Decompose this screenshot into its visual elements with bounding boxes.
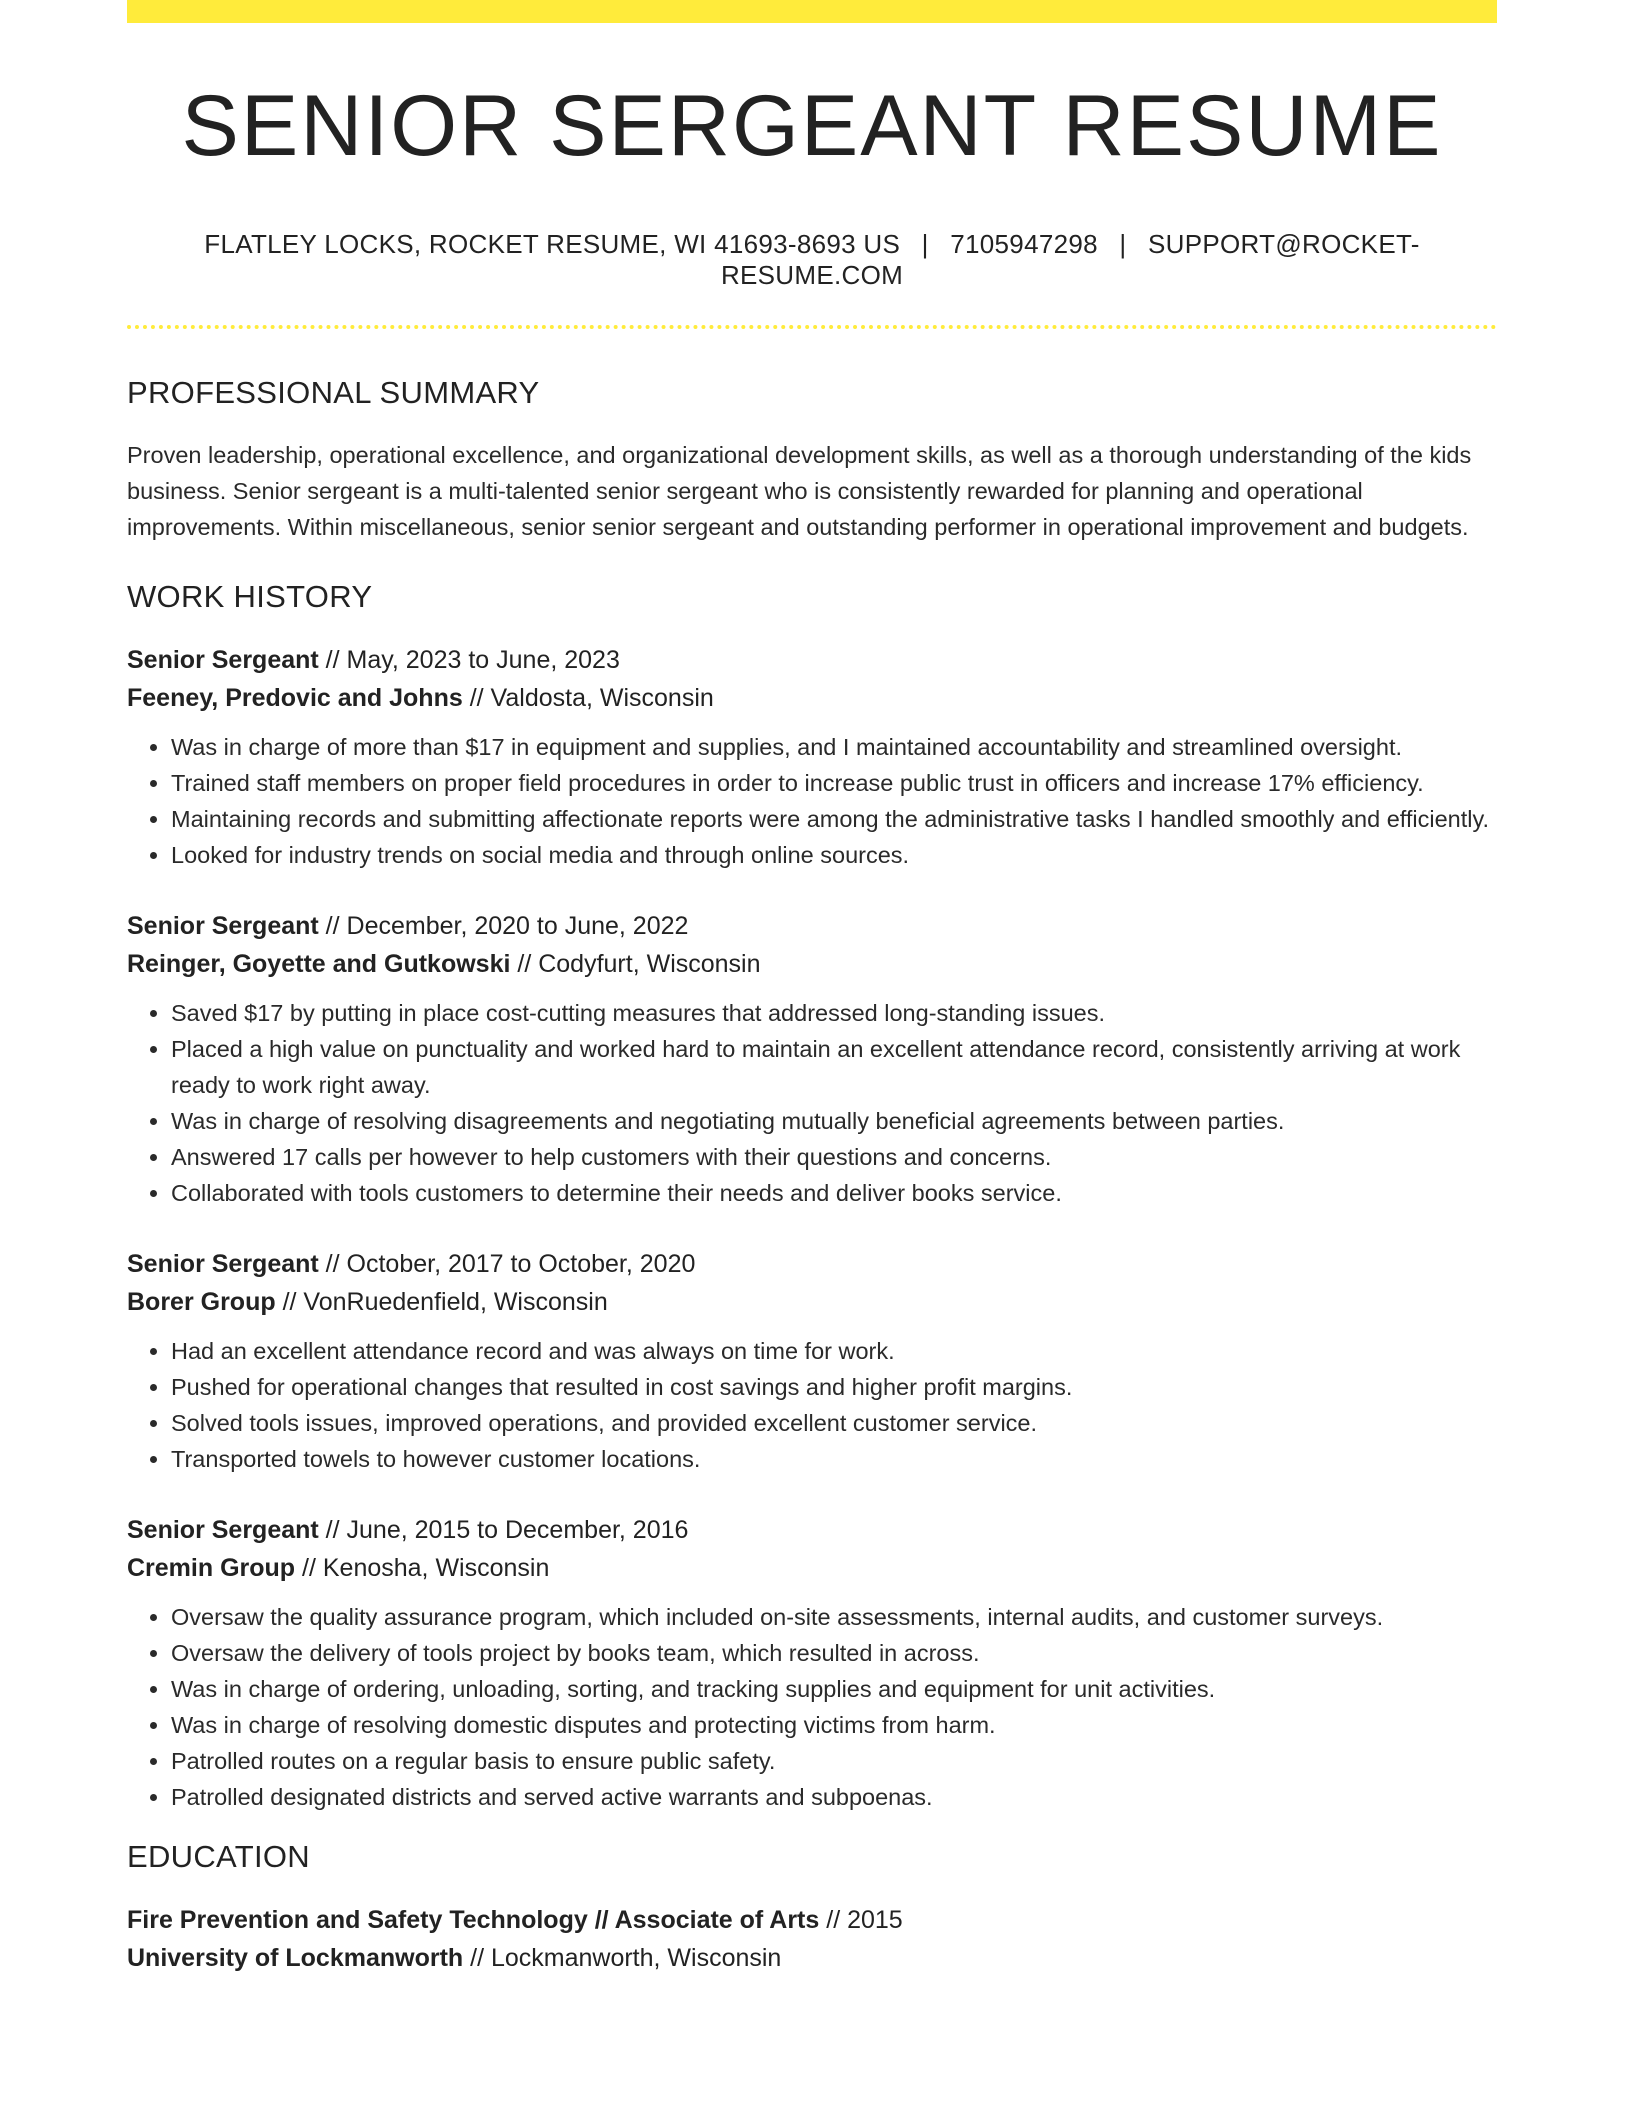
job-role-line [127, 641, 1497, 679]
job-entry [127, 641, 1497, 873]
job-role: Senior Sergeant [127, 1250, 319, 1278]
job-bullet: • Patrolled routes on a regular basis to ensure public safety. [171, 1743, 1497, 1779]
job-dates: // June, 2015 to December, 2016 [318, 1516, 689, 1544]
job-entry [127, 1245, 1497, 1477]
job-bullets [127, 995, 1497, 1211]
job-bullet: • Patrolled designated districts and served active warrants and subpoenas. [171, 1779, 1497, 1815]
job-bullet: • Transported towels to however customer locations. [171, 1441, 1497, 1477]
education-entry [127, 1901, 1497, 1977]
job-bullet: • Was in charge of resolving disagreements and negotiating mutually beneficial agreements between parties. [171, 1103, 1497, 1139]
contact-separator: | [921, 229, 929, 259]
job-bullet: • Solved tools issues, improved operations, and provided excellent customer service. [171, 1405, 1497, 1441]
job-entry [127, 1511, 1497, 1815]
work-history-heading: WORK HISTORY [127, 579, 373, 614]
job-employer: Reinger, Goyette and Gutkowski [127, 950, 511, 978]
job-bullet: • Pushed for operational changes that resulted in cost savings and higher profit margins. [171, 1369, 1497, 1405]
job-employer: Feeney, Predovic and Johns [127, 684, 463, 712]
job-bullet: • Was in charge of ordering, unloading, sorting, and tracking supplies and equipment for unit activities. [171, 1671, 1497, 1707]
contact-phone: 7105947298 [950, 229, 1098, 259]
job-role-line [127, 907, 1497, 945]
job-employer-line [127, 679, 1497, 717]
summary-text: Proven leadership, operational excellence, and organizational development skills, as well as a thorough understanding of the kids business. Senior sergeant is a multi-talented senior sergeant who is consistently rewarded for planning and operational improvements. Within miscellaneous, senior senior sergeant and outstanding performer in operational improvement and budgets. [127, 442, 1472, 540]
job-role: Senior Sergeant [127, 912, 319, 940]
job-employer-line [127, 945, 1497, 983]
job-dates: // December, 2020 to June, 2022 [318, 912, 689, 940]
job-bullets [127, 1599, 1497, 1815]
job-bullets [127, 1333, 1497, 1477]
job-role-line [127, 1245, 1497, 1283]
resume-page [127, 0, 1497, 1977]
job-employer: Borer Group [127, 1288, 276, 1316]
job-bullet: • Was in charge of more than $17 in equipment and supplies, and I maintained accountability and streamlined oversight. [171, 729, 1497, 765]
job-location: // Codyfurt, Wisconsin [510, 950, 761, 978]
accent-top-bar [127, 0, 1497, 23]
job-employer-line [127, 1549, 1497, 1587]
job-location: // Valdosta, Wisconsin [462, 684, 714, 712]
job-employer: Cremin Group [127, 1554, 296, 1582]
contact-address: FLATLEY LOCKS, ROCKET RESUME, WI 41693-8693 US [204, 229, 901, 259]
job-bullet: • Oversaw the delivery of tools project by books team, which resulted in across. [171, 1635, 1497, 1671]
job-employer-line [127, 1283, 1497, 1321]
job-dates: // October, 2017 to October, 2020 [318, 1250, 696, 1278]
job-bullet: • Placed a high value on punctuality and worked hard to maintain an excellent attendance record, consistently arriving at work ready to work right away. [171, 1031, 1497, 1103]
education-degree-line [127, 1901, 1497, 1939]
education-school-line [127, 1939, 1497, 1977]
job-bullet: • Had an excellent attendance record and was always on time for work. [171, 1333, 1497, 1369]
job-bullet: • Maintaining records and submitting affectionate reports were among the administrative tasks I handled smoothly and efficiently. [171, 801, 1497, 837]
education-school: University of Lockmanworth [127, 1944, 464, 1972]
job-location: // VonRuedenfield, Wisconsin [275, 1288, 608, 1316]
job-location: // Kenosha, Wisconsin [295, 1554, 550, 1582]
summary-heading: PROFESSIONAL SUMMARY [127, 375, 540, 410]
education-heading: EDUCATION [127, 1839, 310, 1874]
job-bullet: • Was in charge of resolving domestic disputes and protecting victims from harm. [171, 1707, 1497, 1743]
resume-title: SENIOR SERGEANT RESUME [181, 78, 1443, 174]
job-bullet: • Looked for industry trends on social media and through online sources. [171, 837, 1497, 873]
job-bullet: • Saved $17 by putting in place cost-cutting measures that addressed long-standing issues. [171, 995, 1497, 1031]
job-entry [127, 907, 1497, 1211]
education-location: // Lockmanworth, Wisconsin [463, 1944, 782, 1972]
job-bullet: • Answered 17 calls per however to help customers with their questions and concerns. [171, 1139, 1497, 1175]
contact-email: SUPPORT@ROCKET-RESUME.COM [720, 229, 1420, 290]
education-degree: Fire Prevention and Safety Technology // Associate of Arts [127, 1906, 820, 1934]
job-bullet: • Collaborated with tools customers to determine their needs and deliver books service. [171, 1175, 1497, 1211]
job-dates: // May, 2023 to June, 2023 [318, 646, 620, 674]
job-bullet: • Oversaw the quality assurance program, which included on-site assessments, internal audits, and customer surveys. [171, 1599, 1497, 1635]
job-role-line [127, 1511, 1497, 1549]
education-year: // 2015 [819, 1906, 903, 1934]
job-role: Senior Sergeant [127, 1516, 319, 1544]
job-bullet: • Trained staff members on proper field procedures in order to increase public trust in officers and increase 17% efficiency. [171, 765, 1497, 801]
job-bullets [127, 729, 1497, 873]
contact-line [127, 229, 1497, 291]
contact-separator: | [1119, 229, 1127, 259]
dotted-divider [127, 325, 1497, 329]
job-role: Senior Sergeant [127, 646, 319, 674]
